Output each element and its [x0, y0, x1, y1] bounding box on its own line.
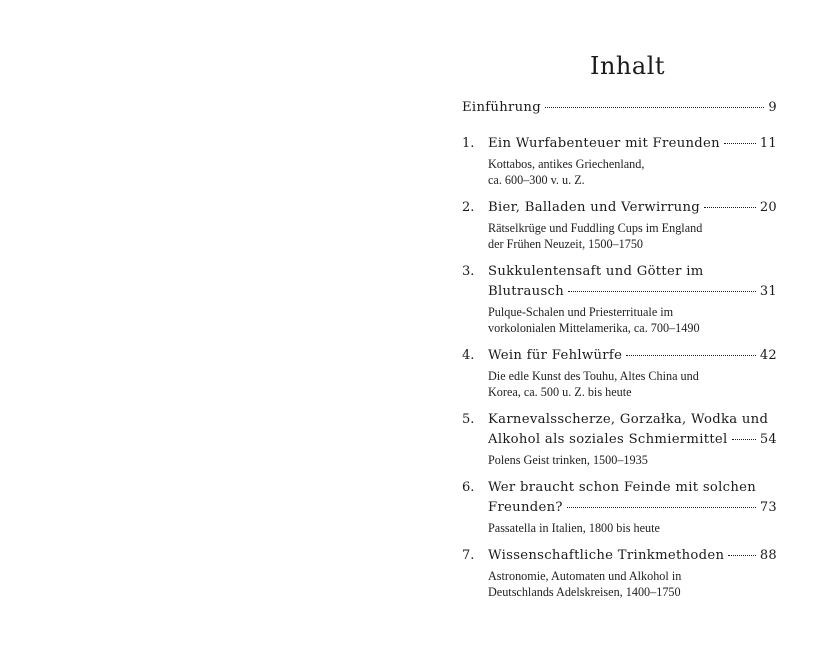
chapter-subtitle [488, 156, 777, 188]
chapter-subtitle-line: Kottabos, antikes Griechenland, [488, 157, 645, 171]
toc-entry-chapter-3 [462, 262, 777, 336]
dot-leader [545, 107, 764, 108]
toc-entry-chapter-6 [462, 478, 777, 536]
chapter-number: 3. [462, 264, 475, 279]
chapter-title: Wer braucht schon Feinde mit solchen [488, 480, 757, 495]
toc-entry-body [488, 546, 777, 600]
chapter-subtitle [488, 220, 777, 252]
toc-entry-body [488, 478, 777, 536]
chapter-title: Wissenschaftliche Trinkmethoden [488, 548, 725, 563]
toc-entry-title-line [462, 98, 777, 118]
chapter-subtitle [488, 568, 777, 600]
chapter-subtitle [488, 520, 777, 536]
chapter-title: Sukkulentensaft und Götter im [488, 264, 704, 279]
toc-entry-intro [462, 98, 777, 118]
page-title: Inhalt [589, 52, 666, 80]
chapter-subtitle-line: der Frühen Neuzeit, 1500–1750 [488, 237, 644, 251]
chapter-subtitle [488, 452, 777, 468]
toc-entry-title-line [488, 282, 777, 302]
chapter-number: 1. [462, 136, 475, 151]
chapter-page: 31 [759, 284, 777, 299]
toc-entry-chapter-7 [462, 546, 777, 600]
toc-entry-chapter-1 [462, 134, 777, 188]
toc-entry-title-line [488, 430, 777, 450]
chapter-subtitle-line: Rätselkrüge und Fuddling Cups im England [488, 221, 703, 235]
chapter-title: Ein Wurfabenteuer mit Freunden [488, 136, 720, 151]
dot-leader [728, 555, 756, 556]
toc-entry-body [462, 98, 777, 118]
dot-leader [568, 291, 756, 292]
chapter-number: 5. [462, 412, 475, 427]
dot-leader [567, 507, 756, 508]
chapter-page: 11 [759, 136, 777, 151]
chapter-page: 20 [759, 200, 777, 215]
chapter-subtitle-line: ca. 600–300 v. u. Z. [488, 173, 585, 187]
chapter-title: Wein für Fehlwürfe [488, 348, 623, 363]
chapter-subtitle-line: Deutschlands Adelskreisen, 1400–1750 [488, 585, 681, 599]
toc-entry-title-line [488, 346, 777, 366]
chapter-number: 2. [462, 200, 475, 215]
toc-entry-page: 9 [768, 100, 777, 115]
chapter-subtitle [488, 304, 777, 336]
chapter-subtitle-line: Polens Geist trinken, 1500–1935 [488, 453, 648, 467]
dot-leader [732, 439, 756, 440]
chapter-subtitle-line: Pulque-Schalen und Priesterrituale im [488, 305, 674, 319]
chapter-title-continued: Freunden? [488, 500, 563, 515]
toc-entry-title-line [488, 134, 777, 154]
chapter-title: Karnevalsscherze, Gorzałka, Wodka und [488, 412, 769, 427]
toc-entry-body [488, 262, 777, 336]
chapter-title: Bier, Balladen und Verwirrung [488, 200, 701, 215]
chapter-number: 4. [462, 348, 475, 363]
toc-entry-chapter-4 [462, 346, 777, 400]
toc-entry-body [488, 346, 777, 400]
toc-entry-title: Einführung [462, 100, 541, 115]
chapter-page: 88 [759, 548, 777, 563]
toc-entry-body [488, 134, 777, 188]
chapter-page: 42 [759, 348, 777, 363]
toc-entry-chapter-5 [462, 410, 777, 468]
chapter-title-continued: Blutrausch [488, 284, 565, 299]
chapter-page: 73 [759, 500, 777, 515]
chapter-number: 7. [462, 548, 475, 563]
chapter-page: 54 [759, 432, 777, 447]
chapter-subtitle-line: Astronomie, Automaten und Alkohol in [488, 569, 682, 583]
chapter-subtitle-line: vorkolonialen Mittelamerika, ca. 700–1490 [488, 321, 700, 335]
table-of-contents [462, 52, 777, 610]
chapter-subtitle-line: Passatella in Italien, 1800 bis heute [488, 521, 660, 535]
chapter-subtitle [488, 368, 777, 400]
chapter-subtitle-line: Die edle Kunst des Touhu, Altes China und [488, 369, 699, 383]
chapter-title-continued: Alkohol als soziales Schmiermittel [488, 432, 728, 447]
toc-entry-title-line [488, 546, 777, 566]
chapter-number: 6. [462, 480, 475, 495]
dot-leader [704, 207, 756, 208]
toc-entry-body [488, 410, 777, 468]
dot-leader [626, 355, 756, 356]
toc-entry-title-line [488, 498, 777, 518]
toc-entry-title-line [488, 198, 777, 218]
toc-entry-body [488, 198, 777, 252]
chapter-subtitle-line: Korea, ca. 500 u. Z. bis heute [488, 385, 632, 399]
toc-entry-chapter-2 [462, 198, 777, 252]
dot-leader [724, 143, 756, 144]
